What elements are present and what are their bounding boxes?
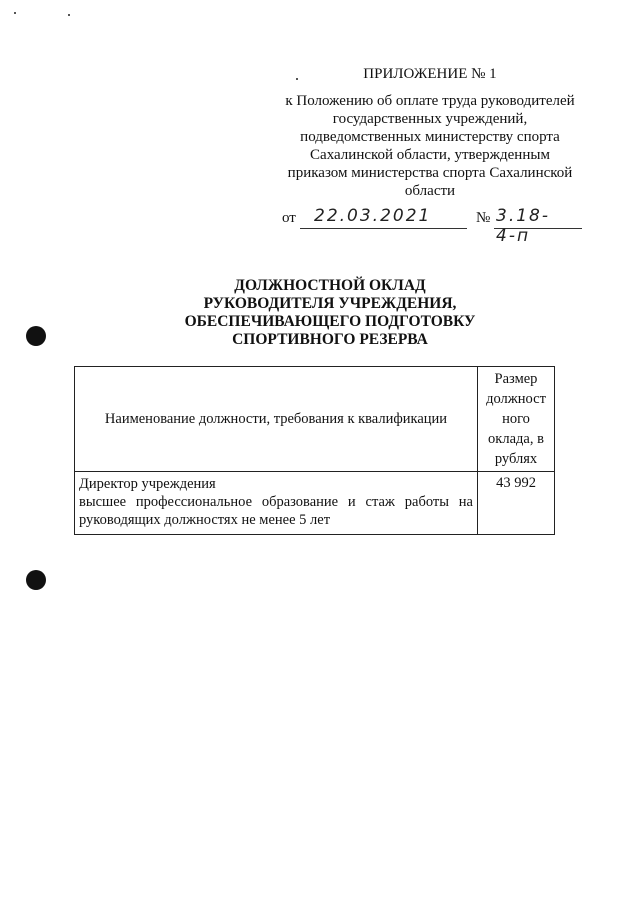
annex-reference-line: к Положению об оплате труда руководителей [285, 93, 575, 109]
punch-hole [26, 570, 46, 590]
column-header-salary-line: ного [502, 411, 530, 427]
annex-title: ПРИЛОЖЕНИЕ № 1 [363, 66, 497, 82]
annex-reference-line: приказом министерства спорта Сахалинской [287, 165, 573, 181]
table-header-row [75, 367, 555, 472]
salary-table [74, 366, 555, 535]
scan-speck [14, 12, 16, 14]
annex-reference-line: государственных учреждений, [332, 111, 528, 127]
position-title: Директор учреждения [79, 476, 216, 492]
position-requirements: высшее профессиональное образование и стаж работы на руководящих должностях не менее 5 лет [79, 494, 473, 528]
salary-amount: 43 992 [478, 472, 555, 535]
column-header-position: Наименование должности, требования к квалификации [75, 367, 478, 472]
column-header-salary [478, 367, 555, 472]
table-row [75, 472, 555, 535]
document-title-line: ОБЕСПЕЧИВАЮЩЕГО ПОДГОТОВКУ [184, 313, 476, 330]
annex-reference [270, 92, 590, 200]
date-underline [300, 228, 467, 229]
column-header-salary-line: Размер [494, 371, 538, 387]
scan-speck [296, 78, 298, 80]
document-title-line: СПОРТИВНОГО РЕЗЕРВА [232, 331, 428, 348]
position-cell [75, 472, 478, 535]
column-header-salary-line: оклада, в [488, 431, 544, 447]
document-title-line: ДОЛЖНОСТНОЙ ОКЛАД [234, 277, 426, 294]
order-number: 3.18-4-п [496, 206, 550, 246]
scan-speck [68, 14, 70, 16]
number-label: № [476, 210, 491, 226]
annex-reference-line: Сахалинской области, утвержденным [310, 147, 550, 163]
date-label: от [282, 210, 296, 226]
order-date: 22.03.2021 [314, 206, 432, 226]
annex-reference-line: подведомственных министерству спорта [300, 129, 560, 145]
annex-reference-line: области [404, 183, 456, 199]
punch-hole [26, 326, 46, 346]
document-title [150, 277, 510, 349]
document-title-line: РУКОВОДИТЕЛЯ УЧРЕЖДЕНИЯ, [203, 295, 457, 312]
column-header-salary-line: рублях [494, 451, 538, 467]
column-header-salary-line: должност [486, 391, 546, 407]
